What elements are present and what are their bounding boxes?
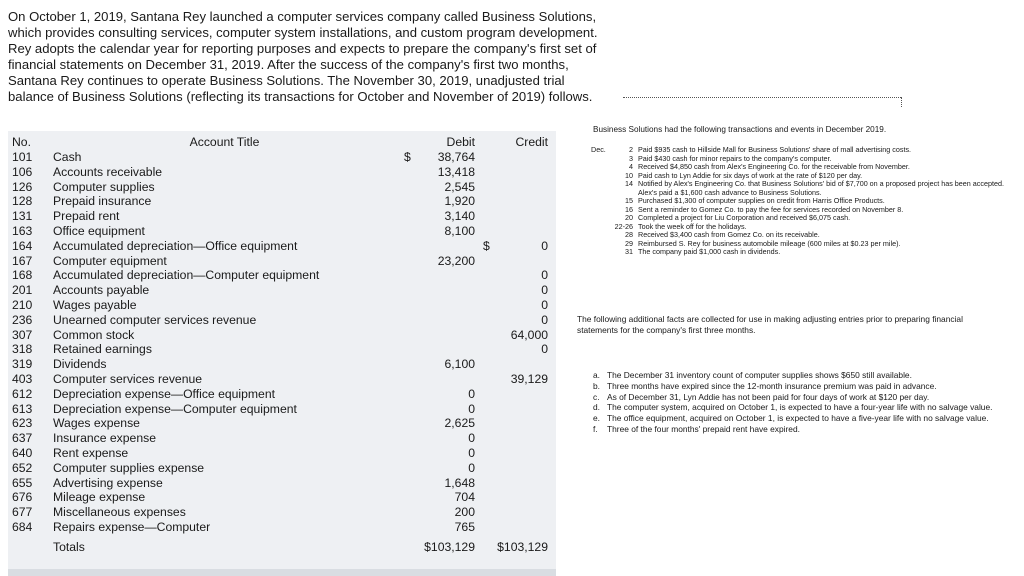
credit-amount <box>475 476 554 491</box>
table-row <box>12 387 554 402</box>
credit-value: 0 <box>541 297 548 312</box>
event-day: 20 <box>625 213 633 222</box>
account-title: Prepaid insurance <box>53 194 152 209</box>
debit-value: 0 <box>468 386 475 401</box>
debit-value: 704 <box>454 490 475 505</box>
debit-amount <box>396 239 475 254</box>
credit-value: 0 <box>541 268 548 283</box>
dotted-divider-tick <box>901 97 902 107</box>
account-number: 612 <box>12 386 33 401</box>
dollar-sign: $ <box>404 150 411 164</box>
problem-intro: On October 1, 2019, Santana Rey launched a computer services company called Business Solutions, which provides consulting services, computer system installations, and custom program development. Rey adopts the calendar year for reporting purposes and expects to prepare the company's first set of financial statements on December 31, 2019. After the success of the company's first two months, Santana Rey continues to operate Business Solutions. The November 30, 2019, unadjusted trial balance of Business Solutions (reflecting its transactions for October and November of 2019) follows. <box>8 9 598 104</box>
event-day: 3 <box>629 153 633 163</box>
table-row <box>12 268 554 283</box>
table-row <box>12 505 554 520</box>
account-title: Miscellaneous expenses <box>53 505 186 520</box>
account-number: 655 <box>12 475 33 490</box>
fact-text: The December 31 inventory count of computer supplies shows $650 still available. <box>607 370 912 380</box>
event-day: 22-26 <box>614 221 633 231</box>
debit-value: 6,100 <box>444 357 475 372</box>
account-number: 318 <box>12 342 33 357</box>
credit-amount <box>475 357 554 372</box>
table-row <box>12 357 554 372</box>
event-text: Received $4,850 cash from Alex's Engineering Co. for the receivable from November. <box>638 162 910 171</box>
credit-amount <box>475 313 554 328</box>
debit-value: 38,764 <box>437 150 475 164</box>
account-title: Computer equipment <box>53 253 167 268</box>
additional-facts-list <box>593 370 1013 435</box>
fact-letter: d. <box>593 402 600 413</box>
debit-value: 0 <box>468 431 475 446</box>
credit-amount <box>475 505 554 520</box>
account-title: Dividends <box>53 357 107 372</box>
fact-letter: e. <box>593 413 600 424</box>
debit-amount <box>396 298 475 313</box>
credit-value: 0 <box>541 283 548 298</box>
event-day: 15 <box>625 196 633 205</box>
debit-amount <box>396 416 475 431</box>
debit-amount <box>396 372 475 387</box>
account-number: 168 <box>12 268 33 283</box>
event-day: 31 <box>625 247 633 256</box>
debit-amount <box>396 342 475 357</box>
credit-value: 0 <box>541 238 548 253</box>
event-text: Received $3,400 cash from Gomez Co. on its receivable. <box>638 230 820 239</box>
account-number: 236 <box>12 312 33 327</box>
list-item <box>593 381 1013 392</box>
account-title: Depreciation expense—Office equipment <box>53 386 275 401</box>
credit-amount <box>475 416 554 431</box>
account-title: Repairs expense—Computer <box>53 519 211 534</box>
debit-amount <box>396 328 475 343</box>
table-row <box>12 461 554 476</box>
account-title: Unearned computer services revenue <box>53 312 257 327</box>
fact-text: The office equipment, acquired on October 1, is expected to have a five-year life with no salvage value. <box>607 413 989 424</box>
debit-amount <box>396 357 475 372</box>
event-month <box>591 163 613 172</box>
credit-value: 0 <box>541 342 548 357</box>
event-text: Notified by Alex's Engineering Co. that Business Solutions' bid of $7,700 on a proposed project has been accepted. Alex's paid a $1,600 cash advance to Business Solutions. <box>638 179 1004 197</box>
event-month <box>591 180 613 197</box>
totals-debit: $103,129 <box>424 539 475 554</box>
credit-amount <box>475 180 554 195</box>
table-row <box>12 194 554 209</box>
debit-amount <box>396 150 475 165</box>
credit-amount <box>475 446 554 461</box>
credit-amount <box>475 298 554 313</box>
event-month <box>591 214 613 223</box>
event-month <box>591 223 613 232</box>
table-row <box>12 342 554 357</box>
table-row <box>12 490 554 505</box>
debit-amount <box>396 180 475 195</box>
account-number: 106 <box>12 164 33 179</box>
table-row <box>12 313 554 328</box>
account-title: Accumulated depreciation—Computer equipment <box>53 268 320 283</box>
account-number: 126 <box>12 179 33 194</box>
event-text: Sent a reminder to Gomez Co. to pay the fee for services recorded on November 8. <box>638 204 904 214</box>
debit-amount <box>396 461 475 476</box>
account-number: 652 <box>12 460 33 475</box>
credit-amount <box>475 165 554 180</box>
debit-value: 2,625 <box>444 416 475 431</box>
table-row <box>12 165 554 180</box>
event-text: Purchased $1,300 of computer supplies on credit from Harris Office Products. <box>638 196 885 205</box>
december-events-table <box>591 146 1018 257</box>
debit-amount <box>396 431 475 446</box>
account-number: 684 <box>12 519 33 534</box>
totals-row <box>12 535 554 555</box>
credit-amount <box>475 520 554 535</box>
event-text: Paid $935 cash to Hillside Mall for Business Solutions' share of mall advertising costs. <box>638 145 912 154</box>
debit-amount <box>396 313 475 328</box>
debit-value: 765 <box>454 519 475 534</box>
table-row <box>12 520 554 535</box>
event-day: 29 <box>625 238 633 248</box>
table-row <box>12 209 554 224</box>
fact-text: Three months have expired since the 12-month insurance premium was paid in advance. <box>607 380 937 391</box>
account-number: 676 <box>12 490 33 505</box>
totals-credit: $103,129 <box>497 539 548 554</box>
december-title: Business Solutions had the following transactions and events in December 2019. <box>593 125 887 134</box>
account-number: 637 <box>12 431 33 446</box>
account-title: Wages expense <box>53 416 140 431</box>
event-day: 16 <box>625 204 633 214</box>
list-item <box>593 424 1013 435</box>
event-row <box>591 180 1018 197</box>
header-debit: Debit <box>446 134 475 149</box>
fact-letter: f. <box>593 423 598 434</box>
credit-amount <box>475 268 554 283</box>
header-account-title: Account Title <box>189 134 260 149</box>
debit-amount <box>396 446 475 461</box>
credit-amount <box>475 387 554 402</box>
account-title: Prepaid rent <box>53 209 120 224</box>
list-item <box>593 370 1013 381</box>
fact-letter: c. <box>593 391 600 402</box>
debit-amount <box>396 505 475 520</box>
table-header-row <box>12 134 554 150</box>
account-title: Computer services revenue <box>53 371 203 386</box>
dollar-sign: $ <box>483 238 490 253</box>
debit-value: 0 <box>468 401 475 416</box>
table-row <box>12 446 554 461</box>
event-text: Paid $430 cash for minor repairs to the company's computer. <box>638 153 832 163</box>
table-row <box>12 416 554 431</box>
event-text: Reimbursed S. Rey for business automobile mileage (600 miles at $0.23 per mile). <box>638 238 901 248</box>
account-title: Mileage expense <box>53 490 146 505</box>
account-number: 201 <box>12 283 33 298</box>
fact-letter: b. <box>593 380 600 391</box>
header-no: No. <box>12 134 31 149</box>
debit-value: 0 <box>468 445 475 460</box>
account-title: Advertising expense <box>53 475 163 490</box>
fact-text: As of December 31, Lyn Addie has not been paid for four days of work at $120 per day. <box>607 391 930 402</box>
scroll-strip <box>8 569 556 576</box>
credit-amount <box>475 402 554 417</box>
table-row <box>12 402 554 417</box>
debit-value: 200 <box>454 505 475 520</box>
table-row <box>12 283 554 298</box>
debit-value: 1,920 <box>444 194 475 209</box>
account-title: Rent expense <box>53 445 129 460</box>
table-row <box>12 254 554 269</box>
account-number: 128 <box>12 194 33 209</box>
account-number: 307 <box>12 327 33 342</box>
debit-value: 2,545 <box>444 179 475 194</box>
account-title: Accounts receivable <box>53 164 163 179</box>
event-text: The company paid $1,000 cash in dividends. <box>638 247 781 256</box>
credit-amount <box>475 342 554 357</box>
event-month <box>591 231 613 240</box>
account-number: 101 <box>12 150 33 164</box>
account-number: 167 <box>12 253 33 268</box>
account-number: 640 <box>12 445 33 460</box>
debit-amount <box>396 254 475 269</box>
account-number: 623 <box>12 416 33 431</box>
debit-value: 3,140 <box>444 209 475 224</box>
event-day: 28 <box>625 230 633 239</box>
account-title: Computer supplies <box>53 179 155 194</box>
table-row <box>12 476 554 491</box>
credit-value: 64,000 <box>510 327 548 342</box>
account-number: 131 <box>12 209 33 224</box>
event-month <box>591 206 613 215</box>
debit-value: 0 <box>468 460 475 475</box>
credit-amount <box>475 254 554 269</box>
debit-amount <box>396 165 475 180</box>
event-day: 4 <box>629 162 633 171</box>
fact-letter: a. <box>593 370 600 380</box>
account-title: Retained earnings <box>53 342 152 357</box>
event-month <box>591 172 613 181</box>
event-month <box>591 155 613 164</box>
table-row <box>12 239 554 254</box>
event-day: 10 <box>625 170 633 180</box>
debit-amount <box>396 520 475 535</box>
event-month <box>591 248 613 257</box>
debit-amount <box>396 387 475 402</box>
totals-label: Totals <box>53 539 85 554</box>
account-number: 210 <box>12 297 33 312</box>
table-row <box>12 224 554 239</box>
list-item <box>593 402 1013 413</box>
debit-amount <box>396 490 475 505</box>
table-row <box>12 150 554 165</box>
debit-amount <box>396 402 475 417</box>
debit-amount <box>396 268 475 283</box>
debit-value: 8,100 <box>444 223 475 238</box>
credit-amount <box>475 490 554 505</box>
event-month <box>591 197 613 206</box>
debit-amount <box>396 476 475 491</box>
account-number: 163 <box>12 223 33 238</box>
account-title: Accumulated depreciation—Office equipment <box>53 238 298 253</box>
account-title: Common stock <box>53 327 135 342</box>
table-row <box>12 298 554 313</box>
table-row <box>12 431 554 446</box>
account-number: 613 <box>12 401 33 416</box>
event-month: Dec. <box>591 145 606 154</box>
table-row <box>12 328 554 343</box>
account-title: Depreciation expense—Computer equipment <box>53 401 297 416</box>
debit-value: 23,200 <box>437 253 475 268</box>
debit-amount <box>396 194 475 209</box>
credit-amount <box>475 150 554 165</box>
credit-value: 0 <box>541 312 548 327</box>
event-text: Took the week off for the holidays. <box>638 221 747 231</box>
credit-amount <box>475 209 554 224</box>
additional-facts-intro: The following additional facts are collected for use in making adjusting entries prior to preparing financial statements for the company's first three months. <box>577 314 963 335</box>
credit-value: 39,129 <box>510 371 548 386</box>
event-row <box>591 248 1018 257</box>
debit-amount <box>396 283 475 298</box>
event-day: 2 <box>629 145 633 154</box>
account-number: 677 <box>12 505 33 520</box>
event-month <box>591 240 613 249</box>
debit-amount <box>396 224 475 239</box>
account-title: Wages payable <box>53 297 137 312</box>
account-title: Computer supplies expense <box>53 460 205 475</box>
credit-amount <box>475 372 554 387</box>
fact-text: Three of the four months' prepaid rent have expired. <box>607 423 800 434</box>
credit-amount <box>475 239 554 254</box>
account-title: Office equipment <box>53 223 145 238</box>
table-row <box>12 180 554 195</box>
list-item <box>593 413 1013 424</box>
list-item <box>593 392 1013 403</box>
account-title: Insurance expense <box>53 431 156 446</box>
credit-amount <box>475 224 554 239</box>
credit-amount <box>475 283 554 298</box>
event-day: 14 <box>625 179 633 188</box>
credit-amount <box>475 194 554 209</box>
credit-amount <box>475 328 554 343</box>
credit-amount <box>475 431 554 446</box>
debit-value: 1,648 <box>444 475 475 490</box>
header-credit: Credit <box>515 134 548 149</box>
account-title: Accounts payable <box>53 283 150 298</box>
table-row <box>12 372 554 387</box>
event-text: Paid cash to Lyn Addie for six days of work at the rate of $120 per day. <box>638 170 863 180</box>
dotted-divider <box>623 97 901 98</box>
trial-balance-table <box>12 134 554 555</box>
account-number: 319 <box>12 357 33 372</box>
account-title: Cash <box>53 150 82 164</box>
fact-text: The computer system, acquired on October 1, is expected to have a four-year life with no salvage value. <box>607 402 993 413</box>
credit-amount <box>475 461 554 476</box>
account-number: 403 <box>12 371 33 386</box>
trial-balance-body <box>12 150 554 535</box>
account-number: 164 <box>12 238 33 253</box>
event-text: Completed a project for Liu Corporation and received $6,075 cash. <box>638 213 851 222</box>
debit-value: 13,418 <box>437 164 475 179</box>
debit-amount <box>396 209 475 224</box>
